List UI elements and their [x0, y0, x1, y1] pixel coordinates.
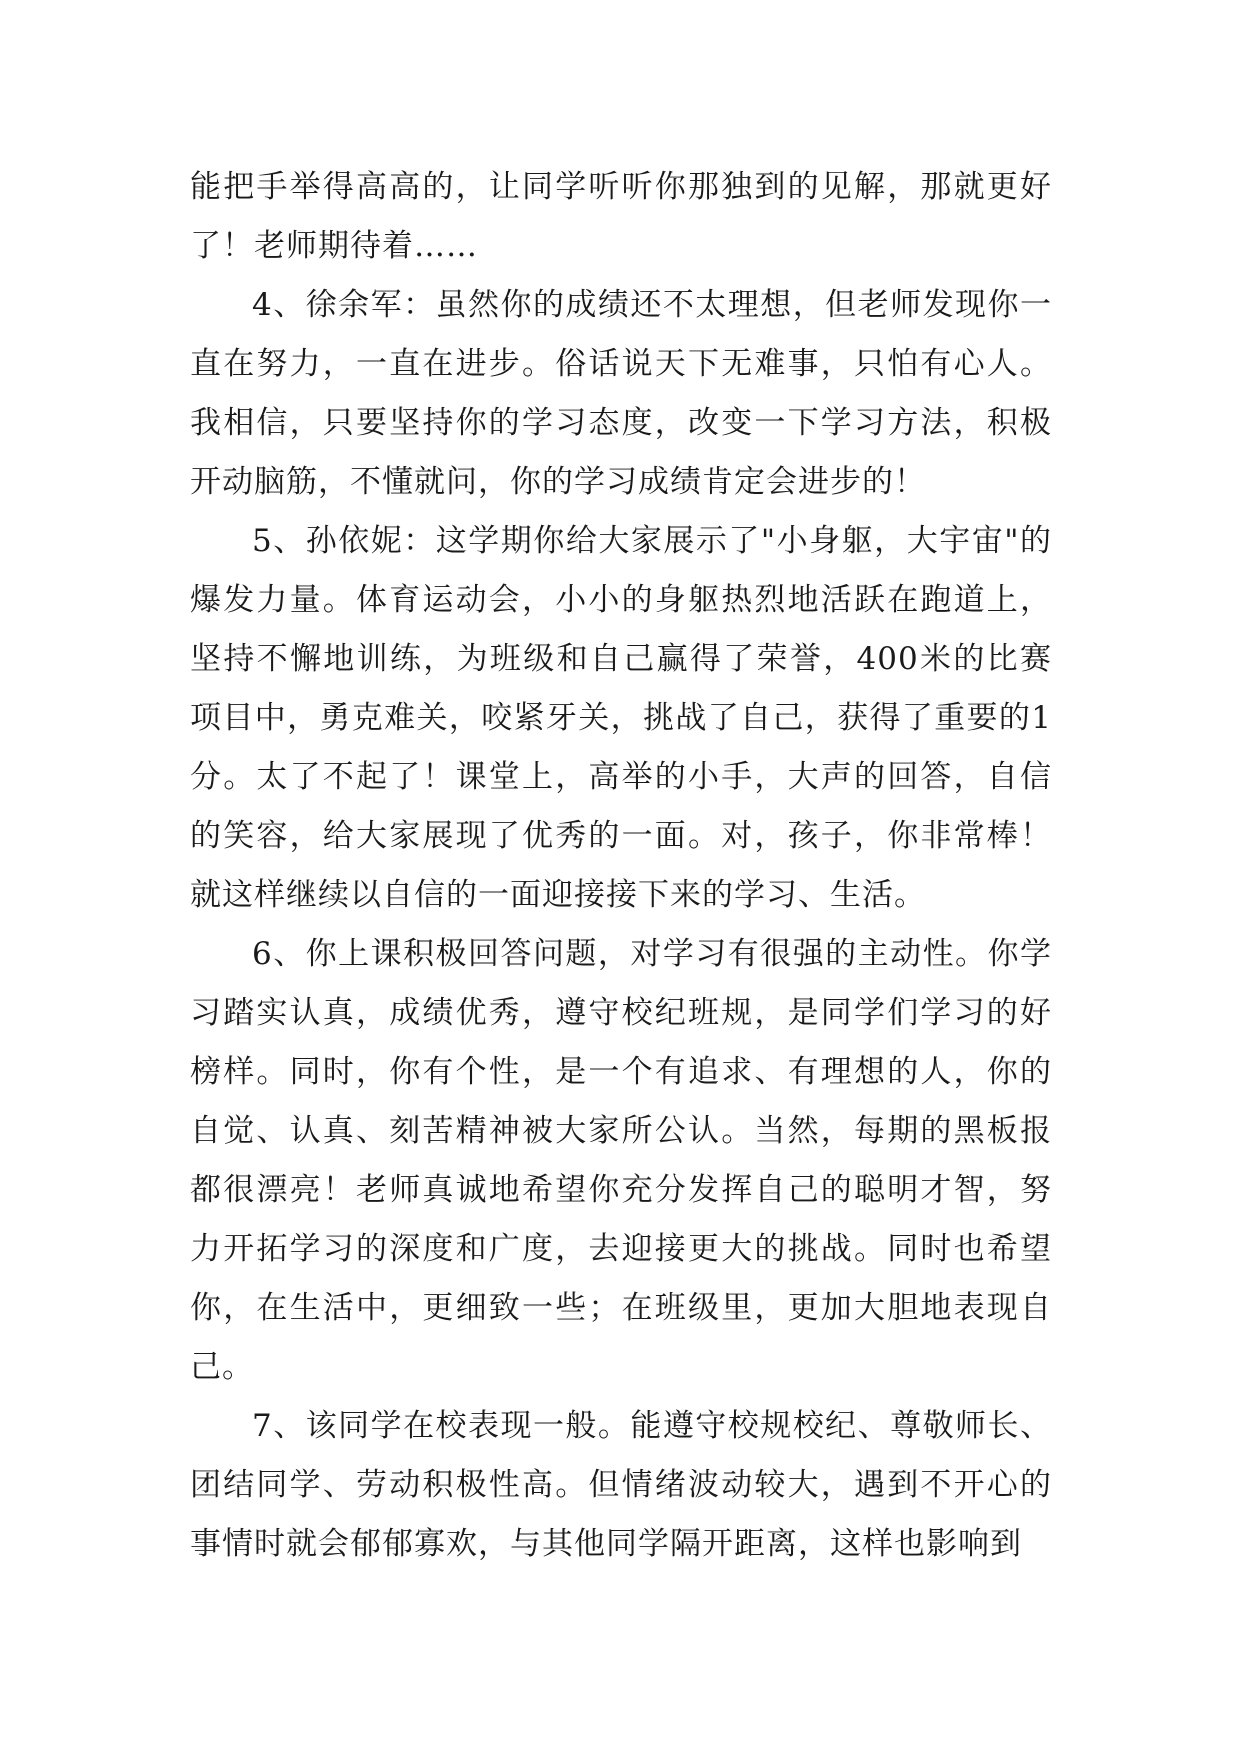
paragraph-comment-6: 6、你上课积极回答问题，对学习有很强的主动性。你学习踏实认真，成绩优秀，遵守校纪班规，是同学们学习的好榜样。同时，你有个性，是一个有追求、有理想的人，你的自觉、认真、刻苦精神被大家所公认。当然，每期的黑板报都很漂亮！老师真诚地希望你充分发挥自己的聪明才智，努力开拓学习的深度和广度，去迎接更大的挑战。同时也希望你，在生活中，更细致一些；在班级里，更加大胆地表现自己。 — [190, 936, 1052, 1385]
paragraph-comment-5: 5、孙依妮：这学期你给大家展示了"小身躯，大宇宙"的爆发力量。体育运动会，小小的身躯热烈地活跃在跑道上，坚持不懈地训练，为班级和自己赢得了荣誉，400米的比赛项目中，勇克难关，咬紧牙关，挑战了自己，获得了重要的1分。太了不起了！课堂上，高举的小手，大声的回答，自信的笑容，给大家展现了优秀的一面。对，孩子，你非常棒！就这样继续以自信的一面迎接接下来的学习、生活。 — [190, 523, 1052, 913]
paragraph-continuation: 能把手举得高高的，让同学听听你那独到的见解，那就更好了！老师期待着…… — [190, 169, 1052, 264]
paragraph-comment-7: 7、该同学在校表现一般。能遵守校规校纪、尊敬师长、团结同学、劳动积极性高。但情绪波动较大，遇到不开心的事情时就会郁郁寡欢，与其他同学隔开距离，这样也影响到 — [190, 1408, 1052, 1562]
document-body — [190, 158, 1052, 1574]
paragraph-comment-4: 4、徐余军：虽然你的成绩还不太理想，但老师发现你一直在努力，一直在进步。俗话说天下无难事，只怕有心人。我相信，只要坚持你的学习态度，改变一下学习方法，积极开动脑筋，不懂就问，你的学习成绩肯定会进步的！ — [190, 287, 1052, 500]
